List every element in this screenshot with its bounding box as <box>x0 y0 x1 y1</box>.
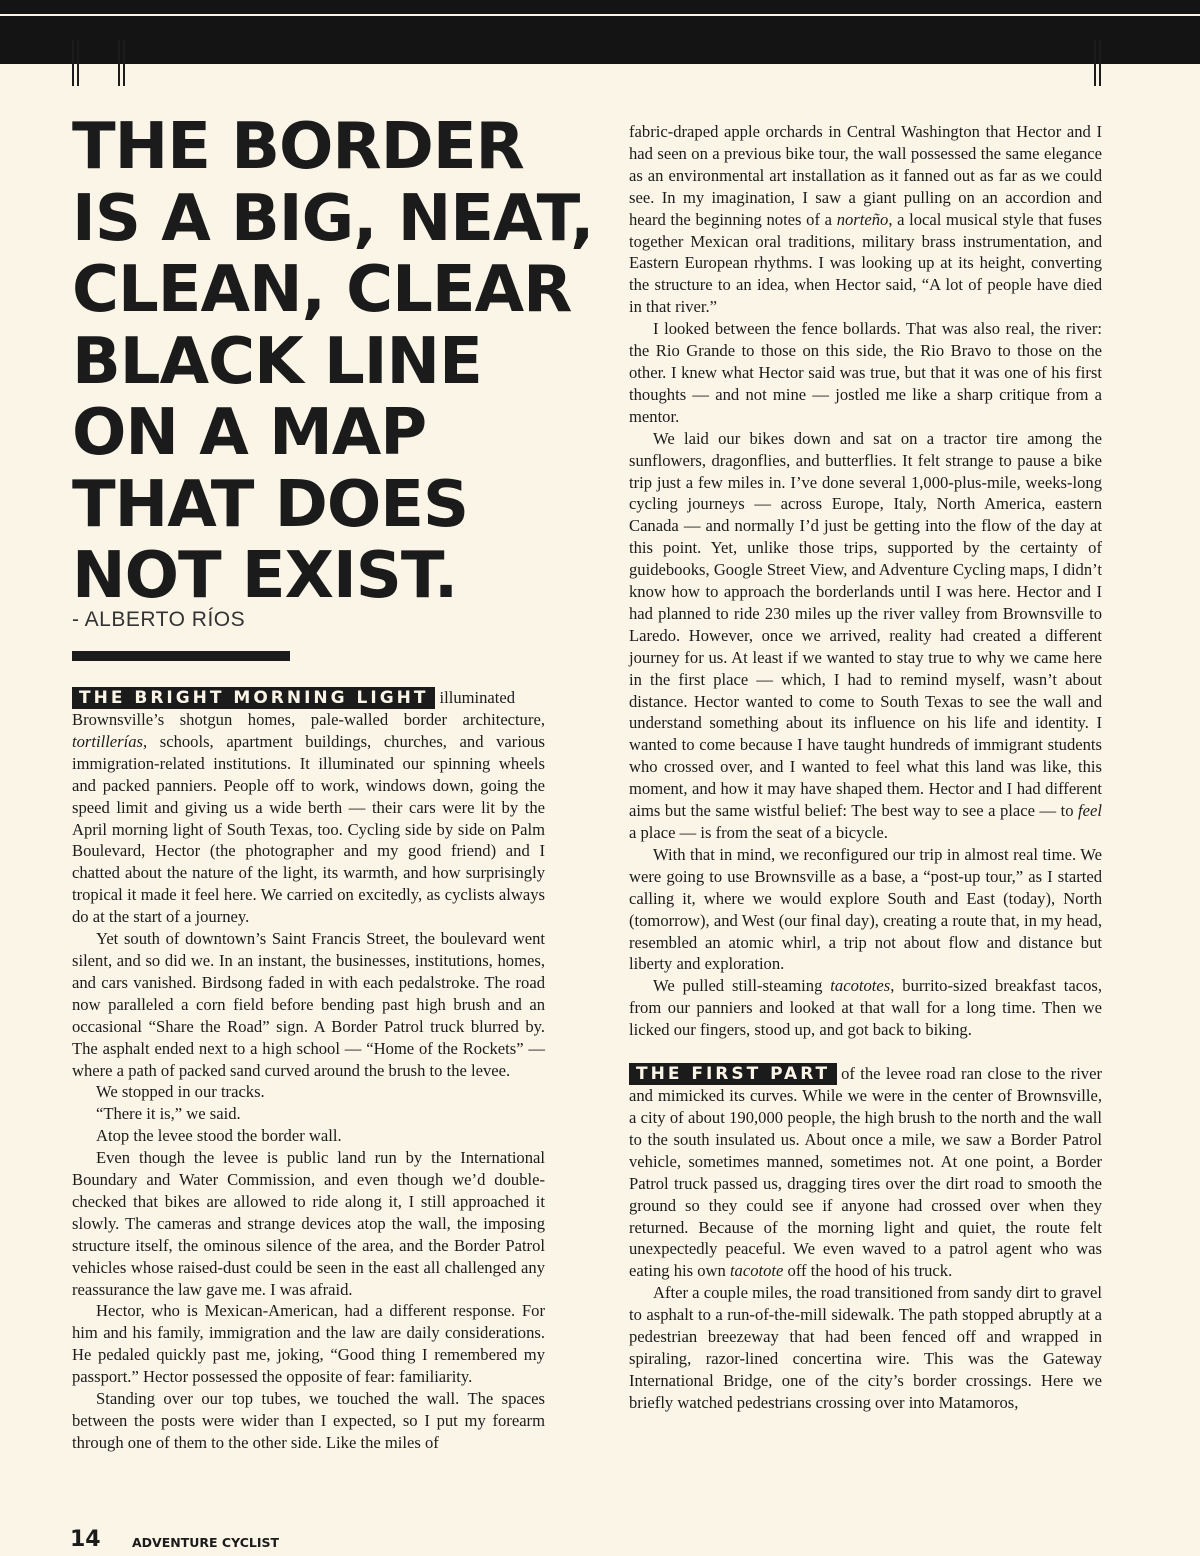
ornament-tick <box>77 40 79 86</box>
paragraph: Even though the levee is public land run by the International Boundary and Water Commission, and even though we’d double-checked that bikes are allowed to ride along it, I still approached it slowly. The cameras and strange devices atop the wall, the imposing structure itself, the ominous silence of the area, and the Border Patrol vehicles whose raised-dust could be seen in the east all challenged any reassurance the law gave me. I was afraid. <box>72 1148 545 1299</box>
quote-attribution: - ALBERTO RÍOS <box>72 608 246 631</box>
article-column-right <box>629 121 1102 1414</box>
headline-line: THAT DOES <box>72 467 469 542</box>
paragraph: Hector, who is Mexican-American, had a different response. For him and his family, immigration and the law are daily considerations. He pedaled quickly past me, joking, “Good thing I remembered my passport.” Hector possessed the opposite of fear: familiarity. <box>72 1301 545 1387</box>
lead-in-label: THE FIRST PART <box>629 1063 837 1085</box>
paragraph: THE FIRST PART of the levee road ran close to the river and mimicked its curves. While we were in the center of Brownsville, a city of about 190,000 people, the high brush to the north and the wall to the south insulated us. About once a mile, we saw a Border Patrol vehicle, sometimes manned, sometimes not. At one point, a Border Patrol truck passed us, dragging tires over the dirt road to smooth the ground so they could see if anyone had crossed over when they returned. Because of the morning light and quiet, the route felt unexpectedly peaceful. We even waved to a patrol agent who was eating his own tacotote off the hood of his truck. <box>629 1064 1102 1281</box>
paragraph: fabric-draped apple orchards in Central Washington that Hector and I had seen on a previous bike tour, the wall possessed the same elegance as an environmental art installation as it fanned out as far as we could see. In my imagination, I saw a giant pulling on an accordion and heard the beginning notes of a norteño, a local musical style that fuses together Mexican oral traditions, military brass instrumentation, and Eastern European rhythms. I was looking up at its height, converting the structure to an idea, when Hector said, “A lot of people have died in that river.” <box>629 122 1102 317</box>
paragraph: THE BRIGHT MORNING LIGHT illuminated Brownsville’s shotgun homes, pale-walled border architecture, tortillerías, schools, apartment buildings, churches, and various immigration-related institutions. It illuminated our spinning wheels and packed panniers. People off to work, windows down, going the speed limit and giving us a wide berth — their cars were lit by the April morning light of South Texas, too. Cycling side by side on Palm Boulevard, Hector (the photographer and my good friend) and I chatted about the nature of the light, its warmth, and how surprisingly tropical it made it feel here. We carried on excitedly, as cyclists always do at the start of a journey. <box>72 688 545 927</box>
ornament-tick <box>118 40 120 86</box>
section-gap <box>629 1041 1102 1063</box>
paragraph: After a couple miles, the road transitioned from sandy dirt to gravel to asphalt to a run-of-the-mill sidewalk. The path stopped abruptly at a pedestrian breezeway that had been fenced off and wrapped in spiraling, razor-lined concertina wire. This was the Gateway International Bridge, one of the city’s border crossings. Here we briefly watched pedestrians crossing over into Matamoros, <box>629 1283 1102 1412</box>
headline-line: CLEAN, CLEAR <box>72 253 572 327</box>
paragraph: “There it is,” we said. <box>96 1104 241 1124</box>
ornament-tick <box>72 40 74 86</box>
headline-line: ON A MAP <box>72 396 427 470</box>
paragraph: We pulled still-steaming tacototes, burrito-sized breakfast tacos, from our panniers and looked at that wall for a long time. Then we licked our fingers, stood up, and got back to biking. <box>629 976 1102 1040</box>
paragraph: We laid our bikes down and sat on a tractor tire among the sunflowers, dragonflies, and butterflies. It felt strange to pause a bike trip just a few miles in. I’ve done several 1,000-plus-mile, weeks-long cycling journeys — across Europe, Italy, North America, eastern Canada — and normally I’d just be getting into the flow of the day at this point. Yet, unlike those trips, supported by the certainty of guidebooks, Google Street View, and Adventure Cycling maps, I didn’t know how to approach the borderlands until I was here. Hector and I had planned to ride 230 miles up the river valley from Brownsville to Laredo. However, once we arrived, reality had created a different journey for us. At least if we wanted to stay true to why we came here in the first place — which, I had to remind myself, wasn’t about distance. Hector wanted to come to South Texas to see the wall and understand something about its influence on his life and identity. I wanted to come because I have taught hundreds of immigrant students who crossed over, and I wanted to feel what this land was like, this moment, and how it may have shaped them. Hector and I had different aims but the same wistful belief: The best way to see a place — to feel a place — is from the seat of a bicycle. <box>629 428 1102 842</box>
paragraph: I looked between the fence bollards. That was also real, the river: the Rio Grande to those on this side, the Rio Bravo to those on the other. I knew what Hector said was true, but that it was one of his first thoughts — and not mine — jostled me like a sharp critique from a mentor. <box>629 319 1102 426</box>
article-column-left <box>72 687 545 1454</box>
section-divider <box>72 651 290 661</box>
top-banner <box>0 0 1200 64</box>
headline-line: NOT EXIST. <box>72 539 458 613</box>
headline-line: THE BORDER <box>72 110 524 184</box>
top-banner-rule <box>0 14 1200 16</box>
magazine-title: ADVENTURE CYCLIST <box>132 1535 280 1550</box>
headline-line: BLACK LINE <box>72 324 482 399</box>
ornament-tick <box>123 40 125 86</box>
paragraph: Standing over our top tubes, we touched the wall. The spaces between the posts were wider than I expected, so I put my forearm through one of them to the other side. Like the miles of <box>72 1389 545 1452</box>
paragraph: Atop the levee stood the border wall. <box>96 1126 342 1146</box>
ornament-tick <box>1099 40 1101 86</box>
pull-quote-headline <box>72 112 592 613</box>
paragraph: With that in mind, we reconfigured our trip in almost real time. We were going to use Brownsville as a base, a “post-up tour,” as I started calling it, where we would explore South and East (today), North (tomorrow), and West (our final day), creating a route that, in my head, resembled an atomic whirl, a trip not about flow and distance but liberty and exploration. <box>629 844 1102 974</box>
ornament-tick <box>1094 40 1096 86</box>
headline-line: IS A BIG, NEAT, <box>72 181 594 256</box>
paragraph: Yet south of downtown’s Saint Francis Street, the boulevard went silent, and so did we. In an instant, the businesses, institutions, homes, and cars vanished. Birdsong faded in with each pedalstroke. The road now paralleled a corn field before bending past high brush and an occasional “Share the Road” sign. A Border Patrol truck blurred by. The asphalt ended next to a high school — “Home of the Rockets” — where a path of packed sand curved around the brush to the levee. <box>72 929 545 1080</box>
paragraph: We stopped in our tracks. <box>96 1082 265 1102</box>
page-number: 14 <box>70 1527 101 1552</box>
lead-in-label: THE BRIGHT MORNING LIGHT <box>72 687 435 709</box>
